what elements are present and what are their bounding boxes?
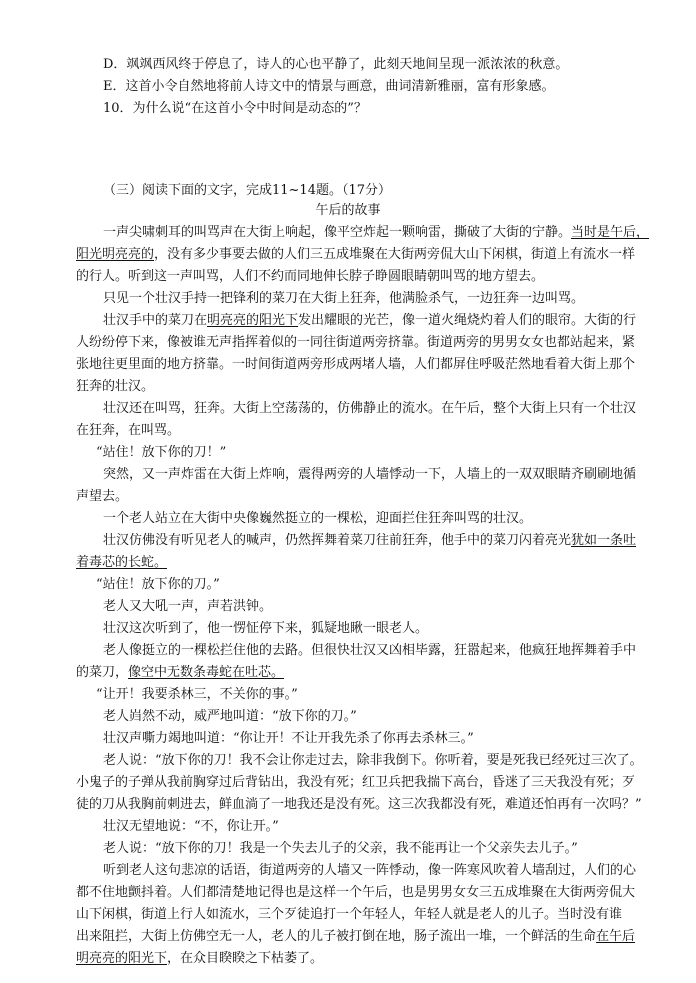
story-paragraph-15: 老人说：“放下你的刀！我是一个失去儿子的父亲，我不能再让一个父亲失去儿子。”	[103, 841, 578, 856]
story-paragraph-3-line-3: 张地往更里面的地方挤靠。一时间街道两旁形成两堵人墙，人们都屏住呼吸茫然地看着大街上那个	[76, 357, 636, 372]
underlined-phrase: 明亮亮的阳光下	[207, 313, 299, 328]
story-paragraph-4-line-1: 壮汉还在叫骂，狂奔。大街上空荡荡的，仿佛静止的流水。在午后，整个大街上只有一个壮汉	[103, 401, 637, 416]
quote-let-go: “让开！我要杀林三，不关你的事。”	[96, 687, 298, 702]
story-paragraph-16-line-3: 山下闲棋，街道上行人如流水，三个歹徒追打一个年轻人，年轻人就是老人的儿子。当时没有谁	[76, 907, 623, 922]
text-run: 的菜刀，	[76, 665, 129, 680]
text-run: 壮汉手中的菜刀在	[103, 313, 208, 328]
story-paragraph-13-line-3: 徒的刀从我胸前刺进去，鲜血淌了一地我还是没有死。这三次我都没有死，难道还怕再有一次吗？”	[76, 797, 642, 812]
underlined-phrase: 当时是午后，	[571, 225, 650, 240]
underlined-phrase: 阳光明亮亮的	[76, 247, 155, 262]
story-paragraph-1-line-1	[103, 221, 649, 240]
story-paragraph-14: 壮汉无望地说：“不，你让开。”	[103, 819, 279, 834]
story-title: 午后的故事	[315, 203, 381, 218]
story-paragraph-7-line-2	[76, 551, 167, 570]
story-paragraph-16-line-2: 都不住地颤抖着。人们都清楚地记得也是这样一个午后，也是男男女女三五成堆聚在大街两旁侃大	[76, 885, 636, 900]
story-paragraph-3-line-1	[103, 309, 636, 328]
story-paragraph-8: 老人又大吼一声，声若洪钟。	[103, 599, 273, 614]
question-10: 10．为什么说“在这首小令中时间是动态的”？	[103, 101, 367, 116]
story-paragraph-13-line-1: 老人说：“放下你的刀！我不会让你走过去，除非我倒下。你听着，要是死我已经死过三次了。	[103, 753, 643, 768]
text-run: ，没有多少事要去做的人们三五成堆聚在大街两旁侃大山下闲棋，街道上有流水一样	[154, 247, 636, 262]
text-run: ，在众目睽睽之下枯萎了。	[167, 951, 324, 966]
story-paragraph-1-line-2	[76, 243, 635, 262]
story-paragraph-4-line-2: 在狂奔，在叫骂。	[76, 423, 181, 438]
story-paragraph-13-line-2: 小鬼子的子弹从我前胸穿过后背钻出，我没有死；红卫兵把我揣下高台，昏迷了三天我没有死；歹	[76, 775, 636, 790]
text-run: 出来阻拦，大街上仿佛空无一人，老人的儿子被打倒在地，肠子流出一堆，一个鲜活的生命	[76, 929, 597, 944]
story-paragraph-9: 壮汉这次听到了，他一愣怔停下来，狐疑地瞅一眼老人。	[103, 621, 429, 636]
text-run: 一声尖啸刺耳的叫骂声在大街上响起，像平空炸起一颗响雷，撕破了大街的宁静。	[103, 225, 572, 240]
underlined-phrase: 明亮亮的阳光下	[76, 951, 168, 966]
underlined-phrase: 着毒芯的长蛇。	[76, 555, 168, 570]
story-paragraph-3-line-4: 狂奔的壮汉。	[76, 379, 155, 394]
underlined-phrase: 犹如一条吐	[571, 533, 637, 548]
story-paragraph-12: 壮汉声嘶力竭地叫道：“你让开！不让开我先杀了你再去杀林三。”	[103, 731, 474, 746]
story-paragraph-16-line-1: 听到老人这句悲凉的话语，街道两旁的人墙又一阵悸动，像一阵寒风吹着人墙刮过，人们的心	[103, 863, 637, 878]
underlined-phrase: 在午后	[596, 929, 636, 944]
story-paragraph-16-line-4	[76, 925, 635, 944]
quote-stop-2: “站住！放下你的刀。”	[96, 577, 220, 592]
text-run: 壮汉仿佛没有听见老人的喊声，仍然挥舞着菜刀往前狂奔，他手中的菜刀闪着亮光	[103, 533, 572, 548]
option-d: D．飒飒西风终于停息了，诗人的心也平静了，此刻天地间呈现一派浓浓的秋意。	[103, 57, 569, 72]
story-paragraph-5-line-2: 声望去。	[76, 489, 129, 504]
underlined-phrase: 像空中无数条毒蛇在吐芯。	[128, 665, 285, 680]
section-heading: （三）阅读下面的文字，完成11~14题。（17分）	[103, 183, 392, 198]
story-paragraph-10-line-1: 老人像挺立的一棵松拦住他的去路。但很快壮汉又凶相毕露，狂嚣起来，他疯狂地挥舞着手中	[103, 643, 637, 658]
story-paragraph-7-line-1	[103, 529, 636, 548]
story-paragraph-1-line-3: 的行人。听到这一声叫骂，人们不约而同地伸长脖子睁圆眼睛朝叫骂的地方望去。	[76, 269, 545, 284]
story-paragraph-10-line-2	[76, 661, 284, 680]
option-e: E．这首小令自然地将前人诗文中的情景与画意，曲词清新雅丽，富有形象感。	[103, 79, 555, 94]
quote-stop-1: “站住！放下你的刀！”	[96, 445, 227, 460]
story-paragraph-6: 一个老人站立在大街中央像巍然挺立的一棵松，迎面拦住狂奔叫骂的壮汉。	[103, 511, 533, 526]
story-paragraph-11: 老人岿然不动，威严地叫道：“放下你的刀。”	[103, 709, 357, 724]
story-paragraph-16-line-5	[76, 947, 323, 966]
story-paragraph-2: 只见一个壮汉手持一把锋利的菜刀在大街上狂奔，他满脸杀气，一边狂奔一边叫骂。	[103, 291, 585, 306]
text-run: 发出耀眼的光芒，像一道火绳烧灼着人们的眼帘。大街的行	[298, 313, 637, 328]
story-paragraph-3-line-2: 人纷纷停下来，像被谁无声指挥着似的一同往街道两旁挤靠。街道两旁的男男女女也都站起来，紧	[76, 335, 636, 350]
story-paragraph-5-line-1: 突然，又一声炸雷在大街上炸响，震得两旁的人墙悸动一下，人墙上的一双双眼睛齐刷刷地循	[103, 467, 637, 482]
